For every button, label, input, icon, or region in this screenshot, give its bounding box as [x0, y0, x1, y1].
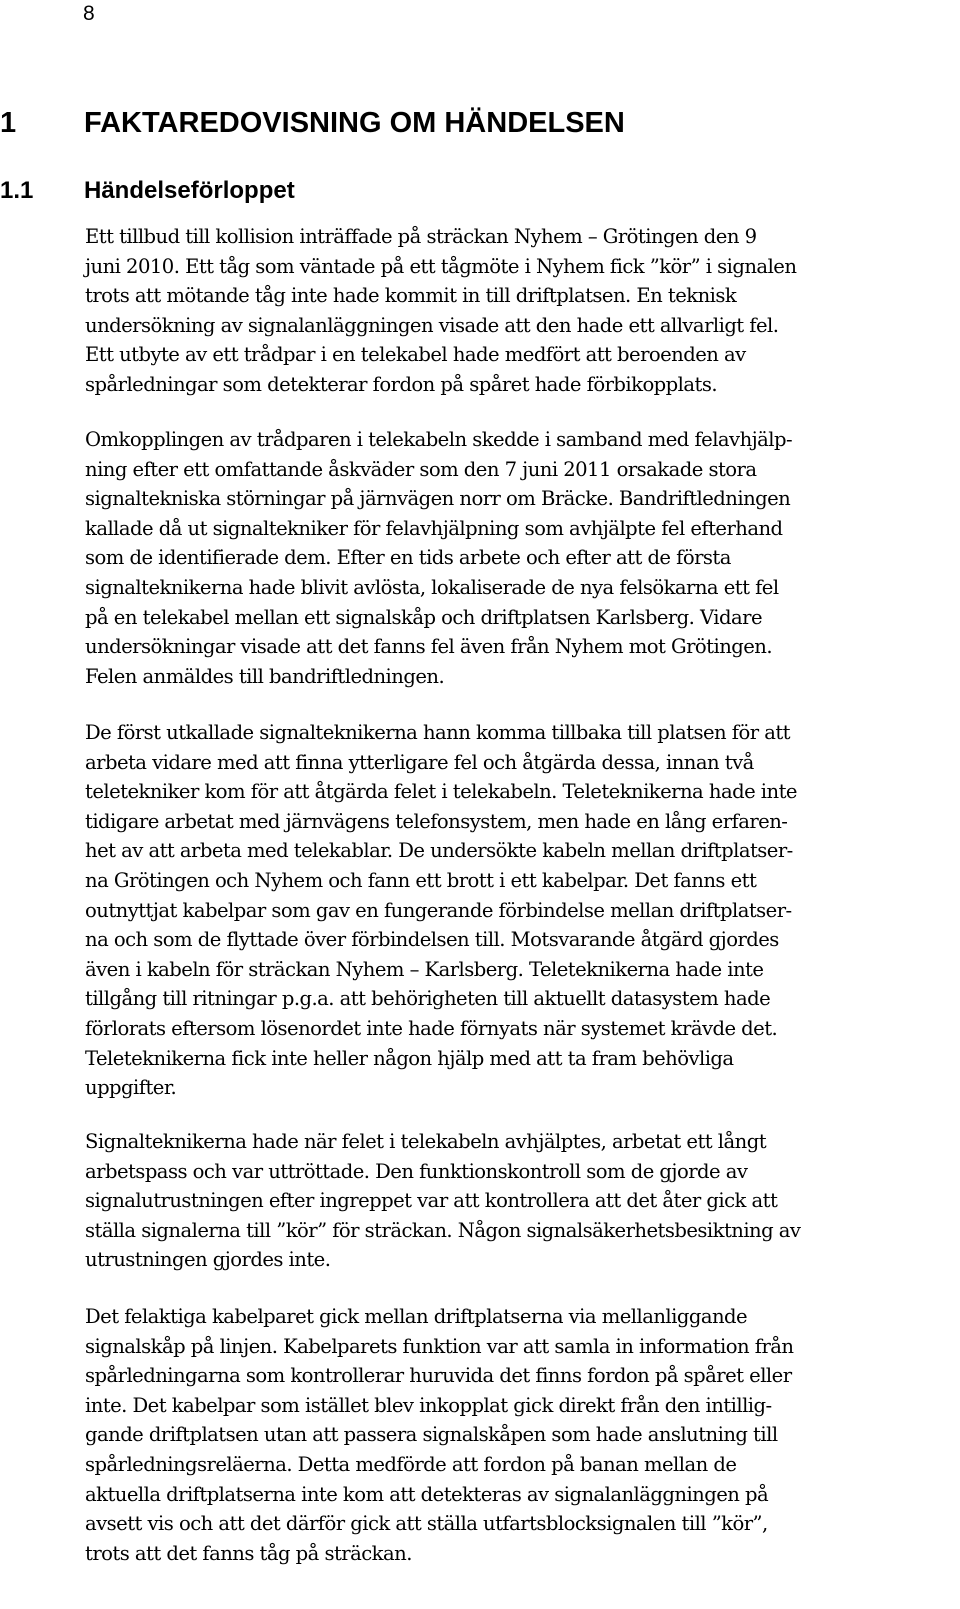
text-line: arbetspass och var uttröttade. Den funktionskontroll som de gjorde av	[85, 1159, 748, 1183]
subsection-title: Händelseförloppet	[84, 177, 295, 204]
text-line: kallade då ut signaltekniker för felavhjälpning som avhjälpte fel efterhand	[85, 516, 783, 540]
text-line: Det felaktiga kabelparet gick mellan driftplatserna via mellanliggande	[85, 1305, 748, 1328]
paragraph-5	[85, 1302, 940, 1568]
text-line: Ett utbyte av ett trådpar i en telekabel hade medfört att beroenden av	[85, 343, 746, 367]
text-line: tidigare arbetat med järnvägens telefonsystem, men hade en lång erfaren-	[85, 809, 788, 833]
text-line: avsett vis och att det därför gick att ställa utfartsblocksignalen till ”kör”,	[85, 1512, 768, 1536]
text-line: De först utkallade signalteknikerna hann komma tillbaka till platsen för att	[85, 721, 790, 744]
text-line: na Grötingen och Nyhem och fann ett brott i ett kabelpar. Det fanns ett	[85, 868, 757, 892]
text-line: arbeta vidare med att finna ytterligare fel och åtgärda dessa, innan två	[85, 750, 754, 774]
text-line: signalskåp på linjen. Kabelparets funktion var att samla in information från	[85, 1334, 794, 1358]
text-line: som de identifierade dem. Efter en tids arbete och efter att de första	[85, 546, 731, 570]
page-number: 8	[83, 2, 95, 25]
text-line: ning efter ett omfattande åskväder som den 7 juni 2011 orsakade stora	[85, 457, 757, 481]
text-line: trots att det fanns tåg på sträckan.	[85, 1541, 412, 1565]
text-line: på en telekabel mellan ett signalskåp och driftplatsen Karlsberg. Vidare	[85, 605, 762, 629]
text-line: inte. Det kabelpar som istället blev inkopplat gick direkt från den intillig-	[85, 1393, 772, 1417]
text-line: gande driftplatsen utan att passera signalskåpen som hade anslutning till	[85, 1423, 778, 1447]
text-line: het av att arbeta med telekablar. De undersökte kabeln mellan driftplatser-	[85, 839, 793, 863]
paragraph-4	[85, 1127, 940, 1275]
text-line: signalutrustningen efter ingreppet var att kontrollera att det åter gick att	[85, 1189, 778, 1213]
text-line: na och som de flyttade över förbindelsen till. Motsvarande åtgärd gjordes	[85, 928, 779, 952]
text-line: Felen anmäldes till bandriftledningen.	[85, 664, 445, 688]
text-line: förlorats eftersom lösenordet inte hade förnyats när systemet krävde det.	[85, 1016, 778, 1040]
subsection-heading	[0, 176, 295, 206]
text-line: Teleteknikerna fick inte heller någon hjälp med att ta fram behövliga	[85, 1046, 734, 1070]
text-line: spårledningsreläerna. Detta medförde att fordon på banan mellan de	[85, 1452, 737, 1476]
text-line: undersökning av signalanläggningen visade att den hade ett allvarligt fel.	[85, 313, 779, 337]
paragraph-1	[85, 222, 940, 400]
text-line: uppgifter.	[85, 1076, 177, 1100]
section-title: FAKTAREDOVISNING OM HÄNDELSEN	[84, 107, 625, 139]
text-line: outnyttjat kabelpar som gav en fungerande förbindelse mellan driftplatser-	[85, 898, 792, 922]
text-line: även i kabeln för sträckan Nyhem – Karlsberg. Teleteknikerna hade inte	[85, 957, 764, 981]
text-line: Signalteknikerna hade när felet i telekabeln avhjälptes, arbetat ett långt	[85, 1130, 767, 1153]
text-line: trots att mötande tåg inte hade kommit in till driftplatsen. En teknisk	[85, 284, 737, 308]
paragraph-2	[85, 425, 940, 691]
text-line: signaltekniska störningar på järnvägen norr om Bräcke. Bandriftledningen	[85, 487, 791, 511]
text-line: spårledningarna som kontrollerar huruvida det finns fordon på spåret eller	[85, 1364, 792, 1388]
text-line: teletekniker kom för att åtgärda felet i telekabeln. Teleteknikerna hade inte	[85, 780, 797, 804]
text-line: tillgång till ritningar p.g.a. att behörigheten till aktuellt datasystem hade	[85, 987, 771, 1011]
text-line: aktuella driftplatserna inte kom att detekteras av signalanläggningen på	[85, 1482, 769, 1506]
section-heading	[0, 105, 625, 141]
text-line: spårledningar som detekterar fordon på spåret hade förbikopplats.	[85, 372, 718, 396]
text-line: undersökningar visade att det fanns fel även från Nyhem mot Grötingen.	[85, 635, 773, 659]
text-line: Ett tillbud till kollision inträffade på sträckan Nyhem – Grötingen den 9	[85, 225, 757, 248]
text-line: juni 2010. Ett tåg som väntade på ett tågmöte i Nyhem fick ”kör” i signalen	[85, 254, 797, 278]
paragraph-3	[85, 718, 940, 1103]
text-line: ställa signalerna till ”kör” för sträckan. Någon signalsäkerhetsbesiktning av	[85, 1218, 801, 1242]
text-line: signalteknikerna hade blivit avlösta, lokaliserade de nya felsökarna ett fel	[85, 575, 779, 599]
subsection-number: 1.1	[0, 177, 34, 204]
text-line: Omkopplingen av trådparen i telekabeln skedde i samband med felavhjälp-	[85, 428, 793, 451]
text-line: utrustningen gjordes inte.	[85, 1248, 331, 1272]
section-number: 1	[0, 107, 17, 139]
